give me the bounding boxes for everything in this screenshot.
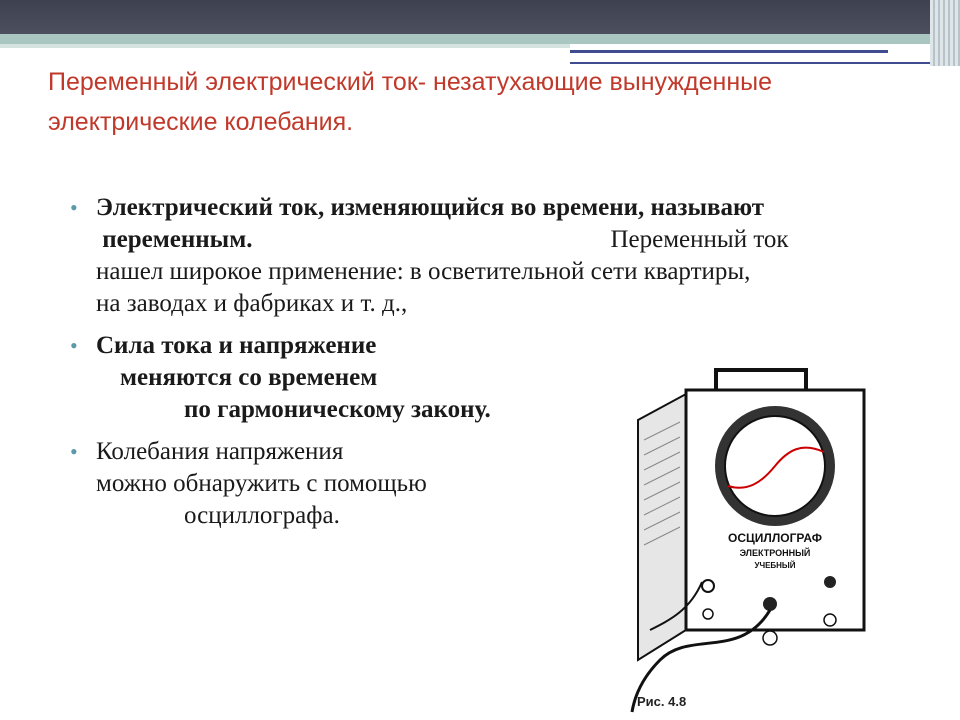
power-button-icon [763, 631, 777, 645]
header-corner-pattern [930, 0, 960, 66]
bullet-2-line-3: по гармоническому закону. [184, 396, 491, 423]
terminal-icon [703, 609, 713, 619]
bullet-1-line-4: на заводах и фабриках и т. д., [96, 290, 408, 317]
bullet-3-line-1: • Колебания напряжения [96, 438, 344, 465]
bullet-1-line-2 [96, 224, 950, 256]
knob-right-icon [824, 576, 836, 588]
knob-right-2-icon [824, 614, 836, 626]
knob-icon [702, 580, 714, 592]
slide-title: Переменный электрический ток- незатухающие вынужденные электрические колебания. [48, 68, 773, 136]
bullet-2-line-2: меняются со временем [120, 364, 378, 391]
bullet-2-line-1: • Сила тока и напряжение [96, 332, 377, 359]
header-bar [0, 0, 960, 34]
osc-label-main: ОСЦИЛЛОГРАФ [728, 531, 822, 545]
bullet-3-line-3: осциллографа. [184, 502, 340, 529]
accent-line [570, 50, 888, 53]
handle-icon [716, 370, 806, 390]
bullet-1-term: переменным. [96, 226, 253, 253]
bullet-1-continuation: Переменный ток [610, 226, 789, 253]
osc-label-sub1: ЭЛЕКТРОННЫЙ [739, 548, 811, 558]
case-side [638, 394, 686, 660]
input-jack-icon [763, 597, 777, 611]
header-stripe [0, 34, 960, 44]
header-stripe-light [0, 44, 570, 48]
bullet-1-line-3: нашел широкое применение: в осветительной сети квартиры, [96, 258, 751, 285]
oscilloscope-image [630, 360, 876, 716]
figure-caption: Рис. 4.8 [637, 694, 687, 709]
bullet-1 [70, 192, 950, 320]
bullet-3-line-2: можно обнаружить с помощью [96, 470, 427, 497]
osc-label-sub2: УЧЕБНЫЙ [754, 561, 796, 570]
bullet-1-line-1: • Электрический ток, изменяющийся во времени, называют [96, 194, 765, 221]
